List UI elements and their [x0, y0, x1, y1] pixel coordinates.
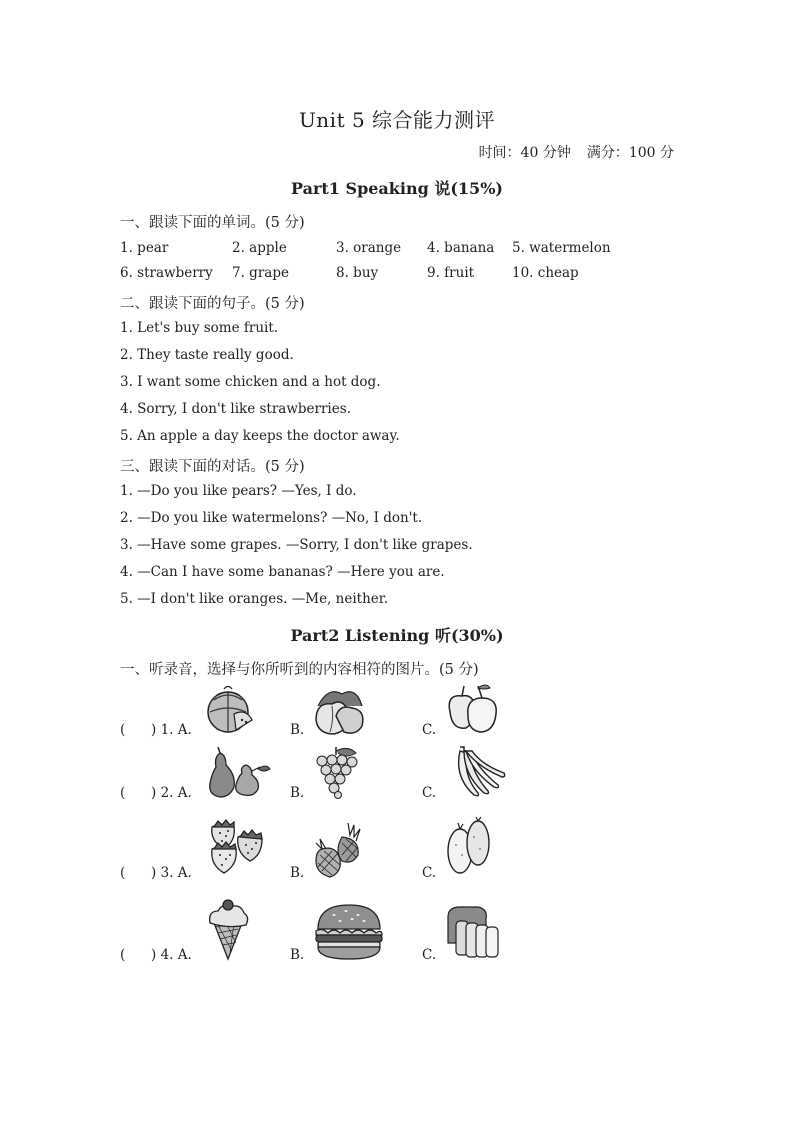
- word-item: 3. orange: [336, 240, 402, 256]
- pineapples-icon: [312, 821, 366, 879]
- dialogue-item: 4. —Can I have some bananas? —Here you are.: [120, 564, 445, 580]
- word-item: 2. apple: [232, 240, 287, 256]
- hamburger-icon: [312, 903, 386, 961]
- question-label: ( ) 2. A.: [120, 785, 192, 801]
- watermelon-icon: [206, 684, 254, 734]
- word-item: 10. cheap: [512, 265, 579, 281]
- dialogue-item: 1. —Do you like pears? —Yes, I do.: [120, 483, 357, 499]
- full-score: 满分：100 分: [586, 145, 674, 161]
- question-label: ( ) 1. A.: [120, 722, 192, 738]
- option-c-label: C.: [422, 722, 437, 738]
- question-label: ( ) 4. A.: [120, 947, 192, 963]
- word-item: 7. grape: [232, 265, 289, 281]
- question-row: [120, 893, 560, 963]
- ice-cream-icon: [206, 899, 250, 961]
- part2-section1-heading: 一、听录音，选择与你所听到的内容相符的图片。(5 分): [120, 662, 479, 678]
- option-c-label: C.: [422, 947, 437, 963]
- part1-section2-heading: 二、跟读下面的句子。(5 分): [120, 296, 305, 312]
- option-b-label: B.: [290, 785, 305, 801]
- word-item: 5. watermelon: [512, 240, 611, 256]
- option-b-label: B.: [290, 722, 305, 738]
- sentence-item: 3. I want some chicken and a hot dog.: [120, 374, 381, 390]
- option-b-label: B.: [290, 865, 305, 881]
- question-label: ( ) 3. A.: [120, 865, 192, 881]
- part1-section1-heading: 一、跟读下面的单词。(5 分): [120, 215, 305, 231]
- pears-icon: [206, 745, 272, 799]
- bread-icon: [444, 903, 500, 959]
- sentence-item: 5. An apple a day keeps the doctor away.: [120, 428, 400, 444]
- word-item: 6. strawberry: [120, 265, 213, 281]
- bananas-icon: [450, 743, 506, 799]
- apples-icon: [444, 682, 500, 736]
- part1-section3-heading: 三、跟读下面的对话。(5 分): [120, 459, 305, 475]
- dialogue-item: 3. —Have some grapes. —Sorry, I don't like grapes.: [120, 537, 473, 553]
- time-limit: 时间：40 分钟: [478, 145, 571, 161]
- exam-info: [479, 142, 674, 162]
- part2-title: Part2 Listening 听(30%): [290, 626, 504, 645]
- question-row: [120, 811, 560, 881]
- lemons-icon: [444, 815, 492, 877]
- word-item: 8. buy: [336, 265, 379, 281]
- grapes-icon: [312, 745, 360, 799]
- question-row: [120, 668, 560, 738]
- option-c-label: C.: [422, 785, 437, 801]
- word-item: 4. banana: [427, 240, 495, 256]
- word-item: 1. pear: [120, 240, 169, 256]
- strawberries-icon: [206, 819, 266, 877]
- page-title: Unit 5 综合能力测评: [298, 108, 496, 132]
- sentence-item: 1. Let's buy some fruit.: [120, 320, 279, 336]
- option-c-label: C.: [422, 865, 437, 881]
- sentence-item: 4. Sorry, I don't like strawberries.: [120, 401, 351, 417]
- option-b-label: B.: [290, 947, 305, 963]
- word-item: 9. fruit: [427, 265, 475, 281]
- question-row: [120, 731, 560, 801]
- dialogue-item: 2. —Do you like watermelons? —No, I don't.: [120, 510, 423, 526]
- dialogue-item: 5. —I don't like oranges. —Me, neither.: [120, 591, 389, 607]
- part1-title: Part1 Speaking 说(15%): [291, 179, 503, 198]
- sentence-item: 2. They taste really good.: [120, 347, 294, 363]
- word-list: [120, 240, 622, 281]
